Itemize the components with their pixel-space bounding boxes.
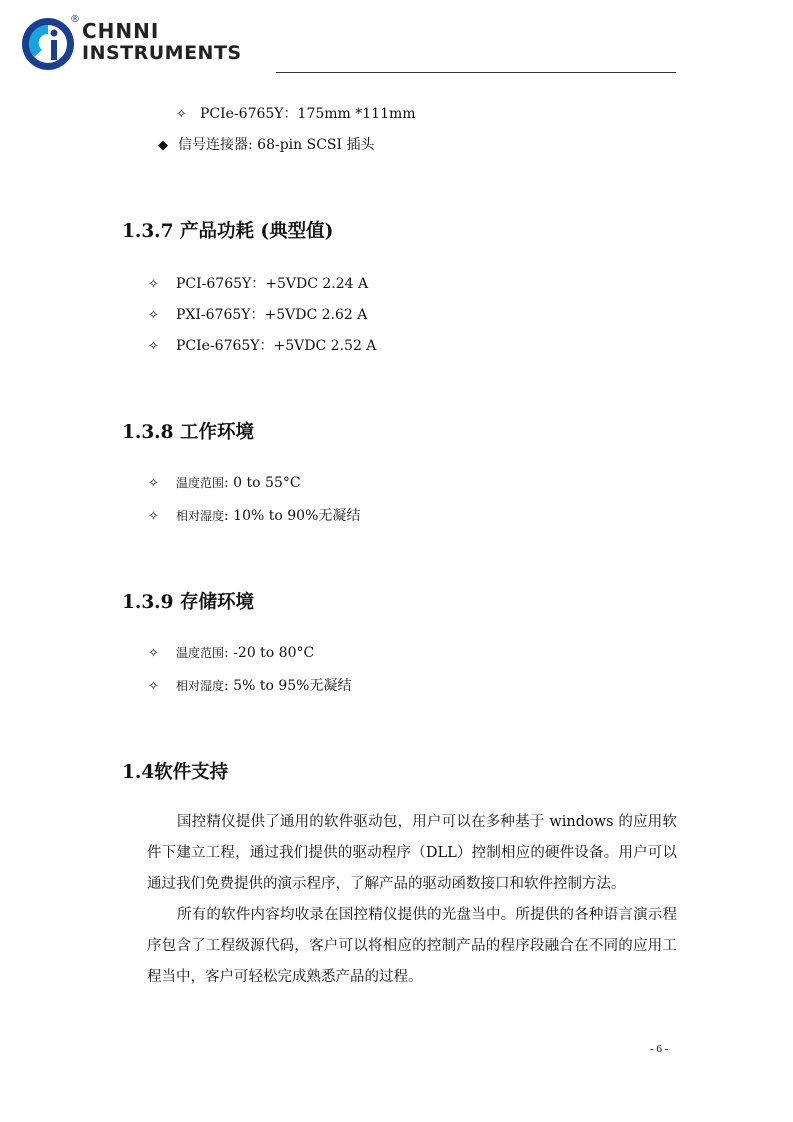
registered-mark: ® xyxy=(70,14,80,25)
connector-label: 信号连接器 xyxy=(178,137,248,153)
software-body xyxy=(147,807,677,993)
company-logo xyxy=(20,16,280,72)
size-item xyxy=(176,103,416,123)
item-label: 相对湿度 xyxy=(176,509,225,523)
item-text: : 0 to 55°C xyxy=(224,475,301,491)
list-item xyxy=(148,644,314,661)
item-label: 温度范围 xyxy=(176,476,225,490)
section-heading-work-env: 1.3.8 工作环境 xyxy=(122,422,254,443)
power-item-text: PXI-6765Y：+5VDC 2.62 A xyxy=(176,307,368,323)
diamond-outline-icon: ✧ xyxy=(148,476,159,491)
diamond-outline-icon: ✧ xyxy=(148,509,159,524)
brand-line-2: INSTRUMENTS xyxy=(82,42,242,64)
item-text: : 5% to 95%无凝结 xyxy=(224,678,352,694)
connector-item xyxy=(158,134,375,154)
section-heading-storage-env: 1.3.9 存储环境 xyxy=(122,592,254,613)
diamond-outline-icon: ✧ xyxy=(148,277,159,292)
diamond-outline-icon: ✧ xyxy=(148,339,159,354)
page-number: - 6 - xyxy=(650,1043,669,1055)
logo-emblem-icon xyxy=(20,16,76,72)
item-text: : 10% to 90%无凝结 xyxy=(224,508,361,524)
item-label: 相对湿度 xyxy=(176,679,225,693)
diamond-outline-icon: ✧ xyxy=(148,308,159,323)
diamond-outline-icon: ✧ xyxy=(148,646,159,661)
list-item xyxy=(148,273,368,293)
paragraph: 所有的软件内容均收录在国控精仪提供的光盘当中。所提供的各种语言演示程序包含了工程级源代码，客户可以将相应的控制产品的程序段融合在不同的应用工程当中，客户可轻松完成熟悉产品的过程。 xyxy=(147,907,677,985)
list-item xyxy=(148,304,367,324)
power-item-text: PCI-6765Y：+5VDC 2.24 A xyxy=(176,276,369,292)
item-text: : -20 to 80°C xyxy=(224,645,315,661)
item-label: 温度范围 xyxy=(176,646,225,660)
brand-name xyxy=(82,20,242,64)
header-rule xyxy=(276,72,676,73)
brand-line-1: CHNNI xyxy=(82,19,160,43)
power-item-text: PCIe-6765Y：+5VDC 2.52 A xyxy=(176,338,377,354)
list-item xyxy=(148,675,351,695)
paragraph: 国控精仪提供了通用的软件驱动包，用户可以在多种基于 windows 的应用软件下建立工程，通过我们提供的驱动程序（DLL）控制相应的硬件设备。用户可以通过我们免费提供的演示程序，了解产品的驱动函数接口和软件控制方法。 xyxy=(147,814,677,892)
section-heading-power: 1.3.7 产品功耗 (典型值) xyxy=(122,221,334,242)
diamond-outline-icon: ✧ xyxy=(148,679,159,694)
list-item xyxy=(148,505,360,525)
diamond-outline-icon: ✧ xyxy=(176,107,187,122)
diamond-solid-icon: ◆ xyxy=(158,138,168,153)
list-item xyxy=(148,474,301,491)
size-text: PCIe-6765Y：175mm *111mm xyxy=(200,106,416,122)
connector-text: : 68-pin SCSI 插头 xyxy=(248,137,375,153)
section-heading-software: 1.4软件支持 xyxy=(122,762,229,783)
list-item xyxy=(148,335,376,355)
